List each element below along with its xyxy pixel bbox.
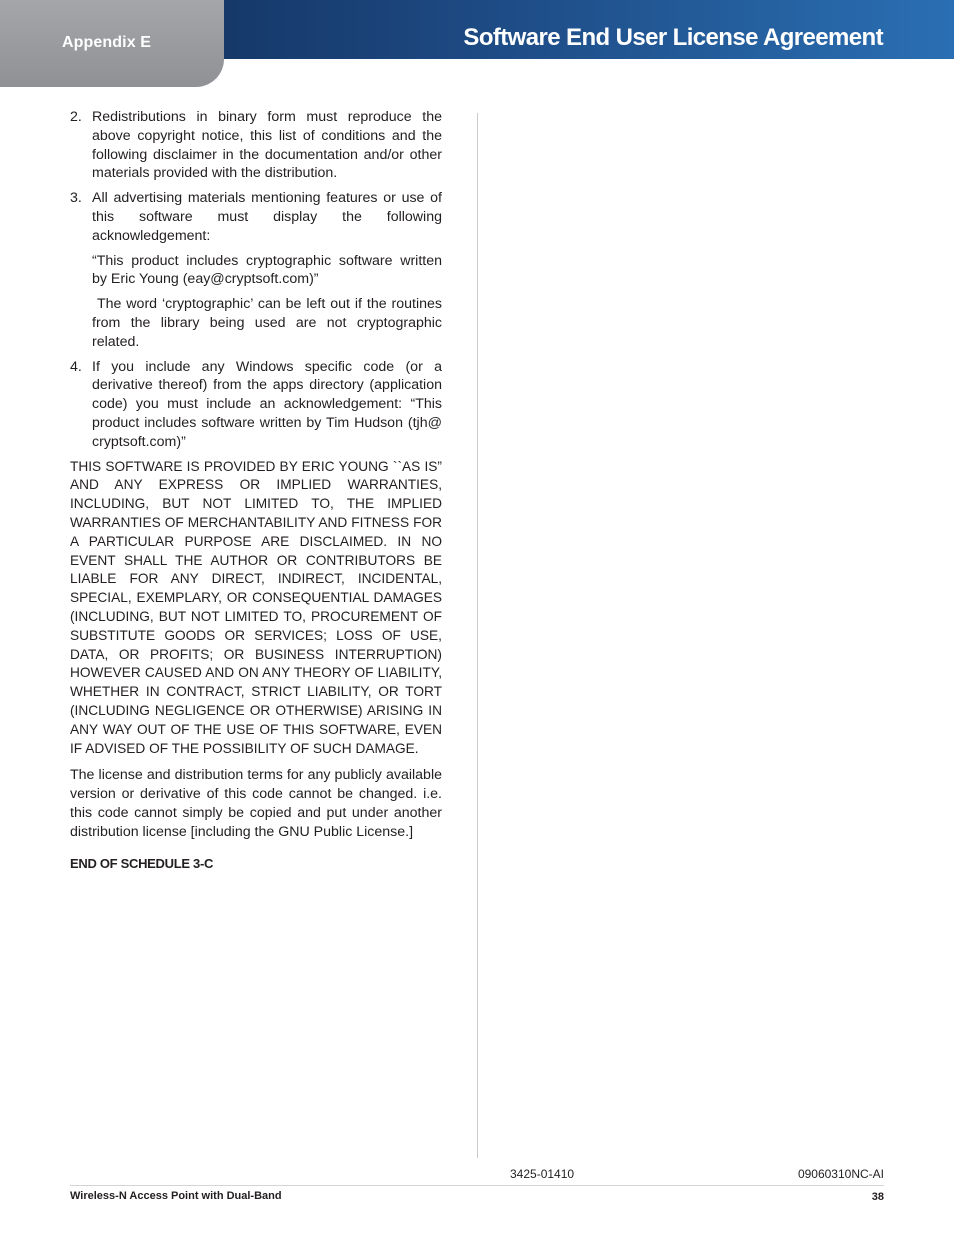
- left-column: [70, 108, 446, 874]
- appendix-label: Appendix E: [62, 34, 152, 51]
- disclaimer-paragraph: THIS SOFTWARE IS PROVIDED BY ERIC YOUNG ``AS IS” AND ANY EXPRESS OR IMPLIED WARRANTIES, INCLUDING, BUT NOT LIMITED TO, THE IMPLIED WARRANTIES OF MERCHANTABILITY AND FITNESS FOR A PARTICULAR PURPOSE ARE DISCLAIMED. IN NO EVENT SHALL THE AUTHOR OR CONTRIBUTORS BE LIABLE FOR ANY DIRECT, INDIRECT, INCIDENTAL, SPECIAL, EXEMPLARY, OR CONSEQUENTIAL DAMAGES (INCLUDING, BUT NOT LIMITED TO, PROCUREMENT OF SUBSTITUTE GOODS OR SERVICES; LOSS OF USE, DATA, OR PROFITS; OR BUSINESS INTERRUPTION) HOWEVER CAUSED AND ON ANY THEORY OF LIABILITY, WHETHER IN CONTRACT, STRICT LIABILITY, OR TORT (INCLUDING NEGLIGENCE OR OTHERWISE) ARISING IN ANY WAY OUT OF THE USE OF THIS SOFTWARE, EVEN IF ADVISED OF THE POSSIBILITY OF SUCH DAMAGE.: [70, 458, 442, 756]
- column-divider: [477, 113, 478, 1158]
- appendix-tab: [0, 0, 224, 87]
- list-item-text: If you include any Windows specific code (or a derivative thereof) from the apps directory (application code) you must include an acknowledgement: “This product includes software written by Tim Hudson (tjh@ cryptsoft.com)”: [92, 358, 442, 450]
- acknowledgement-quote: “This product includes cryptographic software written by Eric Young (eay@cryptsoft.com)”: [92, 252, 442, 288]
- document-code-left: 3425-01410: [510, 1167, 575, 1181]
- page-number: 38: [871, 1191, 884, 1203]
- list-item-number: 3.: [70, 190, 82, 207]
- document-code-right: 09060310NC-AI: [797, 1167, 884, 1181]
- end-of-schedule-heading: END OF SCHEDULE 3-C: [70, 856, 214, 872]
- footer-divider: [70, 1185, 884, 1186]
- acknowledgement-note: The word ‘cryptographic’ can be left out if the routines from the library being used are not cryptographic related.: [92, 296, 446, 350]
- list-item: [70, 108, 442, 183]
- footer-product-name: Wireless-N Access Point with Dual-Band: [70, 1190, 282, 1202]
- list-item-number: 2.: [70, 109, 82, 125]
- numbered-list: [70, 108, 446, 452]
- list-item: [70, 189, 446, 351]
- list-item: [70, 358, 442, 452]
- license-terms-paragraph: The license and distribution terms for any publicly available version or derivative of this code cannot be changed. i.e. this code cannot simply be copied and put under another distribution license [including the GNU Public License.]: [70, 767, 442, 840]
- list-item-number: 4.: [70, 358, 82, 375]
- list-item-text: All advertising materials mentioning features or use of this software must display the following acknowledgement:: [92, 190, 442, 244]
- page-title: Software End User License Agreement: [463, 24, 883, 51]
- list-item-text: Redistributions in binary form must reproduce the above copyright notice, this list of conditions and the following disclaimer in the documentation and/or other materials provided with the distribution.: [92, 109, 442, 182]
